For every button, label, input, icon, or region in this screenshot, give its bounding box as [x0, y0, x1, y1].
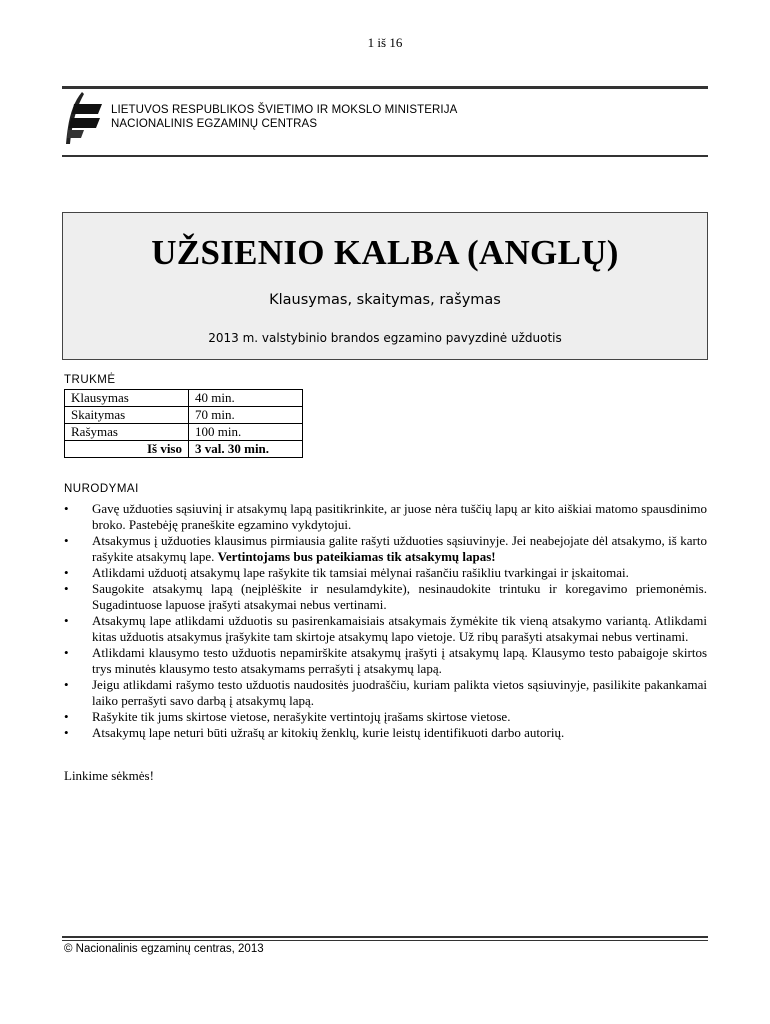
- bullet-icon: •: [64, 709, 69, 724]
- table-row: [65, 407, 303, 424]
- header-bottom-rule: [62, 155, 708, 157]
- table-row: [65, 390, 303, 407]
- title-box: [62, 212, 708, 360]
- duration-time: 40 min.: [189, 390, 303, 407]
- duration-time: 70 min.: [189, 407, 303, 424]
- list-item: • Atlikdami klausymo testo užduotis nepamirškite atsakymų įrašyti į atsakymų lapą. Klausymo testo pabaigoje skirtos trys minutės klausymo testo atsakymams perrašyti į atsakymų lapą.: [64, 645, 707, 676]
- instructions-label: NURODYMAI: [64, 483, 139, 495]
- header-top-rule: [62, 86, 708, 89]
- duration-time: 100 min.: [189, 424, 303, 441]
- header-institution: [111, 103, 457, 131]
- list-item: • Atsakymus į užduoties klausimus pirmiausia galite rašyti užduoties sąsiuvinyje. Jei neabejojate dėl atsakymo, iš karto rašykite atsakymų lape. Vertintojams bus pateikiamas tik atsakymų lapas!: [64, 533, 707, 564]
- instructions-list: [64, 501, 707, 741]
- bullet-icon: •: [64, 645, 69, 660]
- footer-rule-top: [62, 936, 708, 938]
- list-item: • Atsakymų lape neturi būti užrašų ar kitokių ženklų, kurie leistų identifikuoti darbo autorių.: [64, 725, 565, 740]
- exam-subtitle: Klausymas, skaitymas, rašymas: [269, 292, 501, 308]
- duration-part: Skaitymas: [65, 407, 189, 424]
- exam-note: 2013 m. valstybinio brandos egzamino pavyzdinė užduotis: [208, 331, 562, 345]
- table-row: [65, 441, 303, 458]
- footer-rule-bottom: [62, 940, 708, 941]
- bullet-icon: •: [64, 725, 69, 740]
- nec-logo-icon: [62, 90, 108, 146]
- list-item: • Atlikdami užduotį atsakymų lape rašykite tik tamsiai mėlynai rašančiu rašikliu tvarkingai ir įskaitomai.: [64, 565, 629, 580]
- closing-text: Linkime sėkmės!: [64, 768, 154, 783]
- duration-part: Rašymas: [65, 424, 189, 441]
- table-row: [65, 424, 303, 441]
- bullet-icon: •: [64, 677, 69, 692]
- bullet-icon: •: [64, 533, 69, 548]
- list-item: • Saugokite atsakymų lapą (neįplėškite ir nesulamdykite), nesinaudokite trintuku ir koregavimo priemonėmis. Sugadintuose lapuose įrašyti atsakymai nebus vertinami.: [64, 581, 707, 612]
- bullet-icon: •: [64, 581, 69, 596]
- list-item: • Rašykite tik jums skirtose vietose, nerašykite vertintojų įrašams skirtose vietose.: [64, 709, 511, 724]
- list-item: • Atsakymų lape atlikdami užduotis su pasirenkamaisiais atsakymais žymėkite tik vieną atsakymo variantą. Atlikdami kitas užduotis atsakymus įrašykite tam skirtoje atsakymų lapo vietoje. Už ribų parašyti atsakymai nebus vertinami.: [64, 613, 707, 644]
- duration-part: Klausymas: [65, 390, 189, 407]
- bullet-icon: •: [64, 501, 69, 516]
- duration-label: TRUKMĖ: [64, 374, 116, 386]
- duration-table: [64, 389, 303, 458]
- duration-total-value: 3 val. 30 min.: [189, 441, 303, 458]
- duration-total-label: Iš viso: [65, 441, 189, 458]
- exam-title: UŽSIENIO KALBA (ANGLŲ): [151, 233, 619, 272]
- list-item: • Jeigu atlikdami rašymo testo užduotis naudositės juodraščiu, kuriam palikta vietos sąsiuvinyje, pasilikite pakankamai laiko perrašyti savo darbą į atsakymų lapą.: [64, 677, 707, 708]
- center-name: NACIONALINIS EGZAMINŲ CENTRAS: [111, 118, 318, 130]
- footer-copyright: © Nacionalinis egzaminų centras, 2013: [64, 943, 264, 955]
- bullet-icon: •: [64, 565, 69, 580]
- page-number: 1 iš 16: [367, 35, 403, 50]
- ministry-name: LIETUVOS RESPUBLIKOS ŠVIETIMO IR MOKSLO MINISTERIJA: [111, 104, 458, 116]
- bullet-icon: •: [64, 613, 69, 628]
- list-item: • Gavę užduoties sąsiuvinį ir atsakymų lapą pasitikrinkite, ar juose nėra tuščių lapų ar kito aiškiai matomo spausdinimo broko. Pastebėję praneškite egzamino vykdytojui.: [64, 501, 707, 532]
